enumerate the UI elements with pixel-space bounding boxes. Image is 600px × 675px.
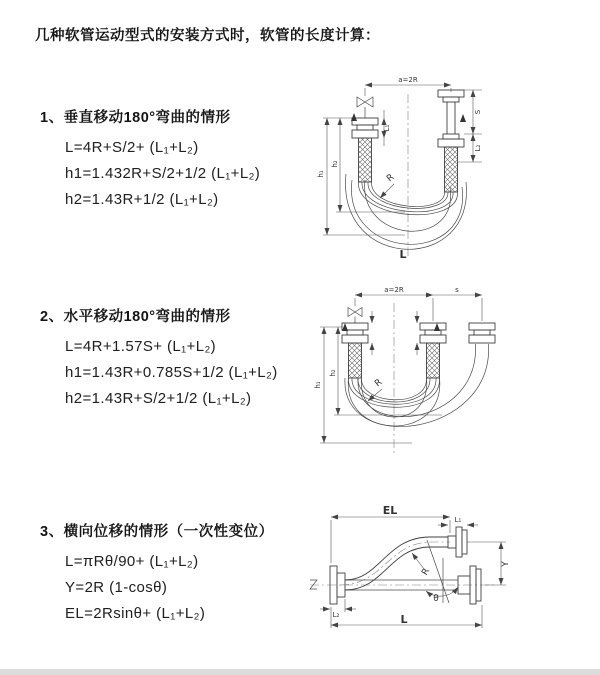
formula-l: L=4R+S/2+ (L₁+L₂) — [65, 139, 199, 156]
dim-label-theta: θ — [433, 594, 439, 604]
hose-braid-left — [359, 138, 372, 182]
dim-label-el: EL — [382, 504, 398, 517]
hose-braid-middle — [427, 343, 440, 378]
middle-fitting — [420, 323, 446, 343]
dim-label-h2: h₂ — [331, 160, 339, 168]
movement-arrow-right — [460, 114, 466, 122]
dim-label-l: L — [400, 613, 408, 626]
dim-label-r: R — [420, 566, 433, 578]
section-3-heading: 3、横向位移的情形（一次性变位） — [40, 524, 274, 540]
formula-el: EL=2Rsinθ+ (L₁+L₂) — [65, 605, 206, 622]
valve-icon — [357, 97, 373, 118]
dim-label-l2: L₂ — [332, 611, 340, 619]
hose-braid-right — [445, 147, 458, 192]
dim-label-r: R — [385, 172, 397, 185]
leader-r — [380, 184, 394, 198]
dim-label-y: Y — [501, 561, 511, 567]
centerline-break-symbol — [310, 580, 317, 589]
valve-icon — [348, 308, 362, 324]
section-horizontal-movement — [40, 305, 278, 412]
right-fitting-lower — [438, 134, 464, 147]
dim-label-l2: L₂ — [474, 144, 482, 152]
dim-label-h2: h₂ — [329, 369, 337, 377]
formula-l: L=4R+1.57S+ (L₁+L₂) — [65, 338, 217, 355]
section-2-heading: 2、水平移动180°弯曲的情形 — [40, 309, 231, 325]
right-fitting-phantom — [469, 323, 495, 343]
dim-label-r: R — [373, 377, 385, 390]
movement-arrow-middle — [434, 323, 440, 331]
page-bottom-edge — [0, 669, 600, 675]
dim-label-l: L — [399, 248, 407, 261]
dim-label-a2r: a=2R — [398, 76, 418, 84]
diagram-vertical-180-bend — [310, 72, 568, 262]
dim-label-l1: L₁ — [383, 124, 391, 132]
fitting-dim-marks — [372, 311, 417, 355]
section-lateral-displacement — [40, 520, 274, 627]
dim-label-a2r: a=2R — [384, 286, 404, 294]
dim-label-s: s — [455, 286, 459, 294]
dim-label-h1: h₁ — [317, 170, 325, 178]
movement-arrow-left — [342, 323, 348, 331]
formula-h1: h1=1.432R+S/2+1/2 (L₁+L₂) — [65, 165, 261, 182]
section-1-heading: 1、垂直移动180°弯曲的情形 — [40, 110, 231, 126]
movement-arrow-left — [351, 113, 357, 121]
section-3-formulas — [65, 549, 274, 627]
leader-r — [368, 389, 382, 401]
section-vertical-movement — [40, 106, 260, 213]
section-2-formulas — [65, 334, 278, 412]
hose-braid-left — [349, 343, 362, 378]
section-1-formulas — [65, 135, 260, 213]
page-title: 几种软管运动型式的安装方式时，软管的长度计算： — [35, 28, 380, 44]
diagram-lateral-displacement — [300, 503, 597, 643]
dim-label-h1: h₁ — [314, 381, 322, 389]
diagram-horizontal-180-bend — [312, 283, 574, 465]
dim-label-s: S — [474, 109, 482, 115]
hose-u-bend — [345, 344, 489, 427]
leader-r — [412, 553, 424, 569]
formula-h1: h1=1.43R+0.785S+1/2 (L₁+L₂) — [65, 364, 278, 381]
formula-h2: h2=1.43R+S/2+1/2 (L₁+L₂) — [65, 390, 252, 407]
dim-label-l1: L₁ — [454, 516, 462, 524]
formula-l: L=πRθ/90+ (L₁+L₂) — [65, 553, 199, 570]
formula-h2: h2=1.43R+1/2 (L₁+L₂) — [65, 191, 219, 208]
s-curve-hose — [340, 527, 467, 590]
formula-y: Y=2R (1-cosθ) — [65, 579, 168, 596]
